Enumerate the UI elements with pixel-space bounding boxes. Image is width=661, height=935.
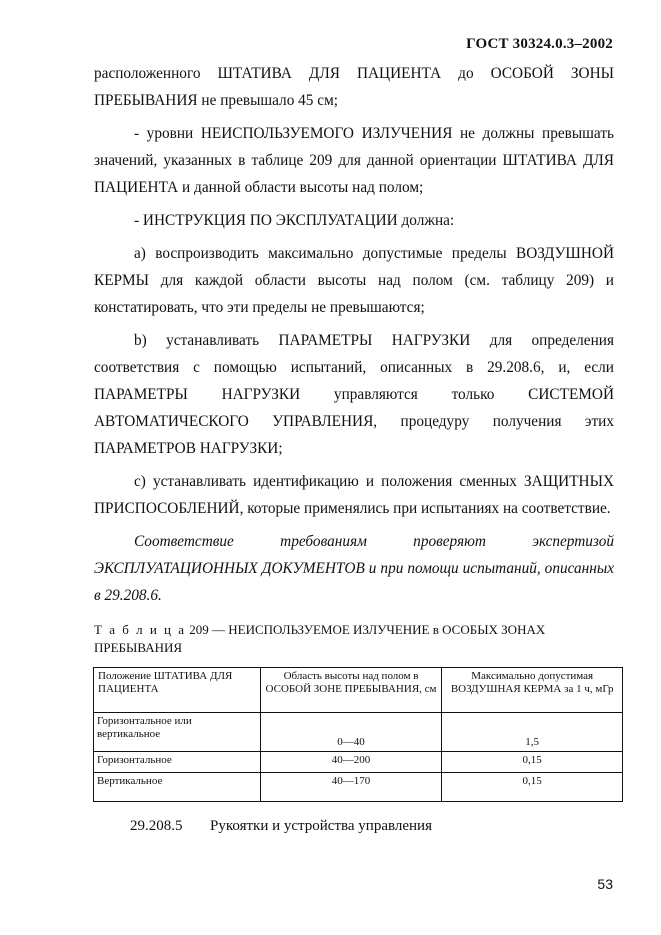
header-stand-position: Положение ШТАТИВА ДЛЯ ПАЦИЕНТА — [94, 668, 261, 713]
paragraph-item-c: с) устанавливать идентификацию и положения сменных ЗАЩИТНЫХ ПРИСПОСОБЛЕНИЙ, которые применялись при испытаниях на соответствие. — [94, 473, 614, 517]
cell-position: Горизонтальное — [94, 752, 261, 773]
table-row — [94, 713, 623, 752]
cell-position: Горизонтальное или вертикальное — [94, 713, 261, 752]
cell-kerma: 1,5 — [442, 713, 623, 752]
main-text — [94, 60, 614, 615]
cell-height: 40—170 — [260, 773, 442, 802]
page-number: 53 — [597, 876, 613, 892]
radiation-table — [93, 667, 623, 802]
subsection-number: 29.208.5 — [130, 818, 183, 834]
subsection-heading — [130, 818, 432, 835]
paragraph-item-b: b) устанавливать ПАРАМЕТРЫ НАГРУЗКИ для определения соответствия с помощью испытаний, описанных в 29.208.6, и, если ПАРАМЕТРЫ НАГРУЗКИ управляются только СИСТЕМОЙ АВТОМАТИЧЕСКОГО УПРАВЛЕНИЯ, процедуру получения этих ПАРАМЕТРОВ НАГРУЗКИ; — [94, 332, 614, 457]
subsection-title: Рукоятки и устройства управления — [210, 818, 432, 834]
cell-kerma: 0,15 — [442, 752, 623, 773]
document-header: ГОСТ 30324.0.3–2002 — [466, 36, 613, 52]
cell-height: 0—40 — [260, 713, 442, 752]
table-row — [94, 773, 623, 802]
header-height-range: Область высоты над полом в ОСОБОЙ ЗОНЕ ПРЕБЫВАНИЯ, см — [260, 668, 442, 713]
paragraph-radiation-levels: - уровни НЕИСПОЛЬЗУЕМОГО ИЗЛУЧЕНИЯ не должны превышать значений, указанных в таблице 209 для данной ориентации ШТАТИВА ДЛЯ ПАЦИЕНТА и данной области высоты над полом; — [94, 125, 614, 196]
paragraph-item-a: а) воспроизводить максимально допустимые пределы ВОЗДУШНОЙ КЕРМЫ для каждой области высоты над полом (см. таблицу 209) и констатировать, что эти пределы не превышаются; — [94, 245, 614, 316]
table-caption-label: Т а б л и ц а — [94, 622, 186, 637]
header-max-kerma: Максимально допустимая ВОЗДУШНАЯ КЕРМА за 1 ч, мГр — [442, 668, 623, 713]
table-caption-text: 209 — НЕИСПОЛЬЗУЕМОЕ ИЗЛУЧЕНИЕ в ОСОБЫХ ЗОНАХ ПРЕБЫВАНИЯ — [94, 622, 546, 655]
table-header-row — [94, 668, 623, 713]
paragraph-instructions: - ИНСТРУКЦИЯ ПО ЭКСПЛУАТАЦИИ должна: — [134, 212, 455, 229]
table-row — [94, 752, 623, 773]
table-caption — [94, 621, 564, 657]
cell-kerma: 0,15 — [442, 773, 623, 802]
cell-height: 40—200 — [260, 752, 442, 773]
paragraph-placement: расположенного ШТАТИВА ДЛЯ ПАЦИЕНТА до ОСОБОЙ ЗОНЫ ПРЕБЫВАНИЯ не превышало 45 см; — [94, 65, 614, 109]
cell-position: Вертикальное — [94, 773, 261, 802]
paragraph-compliance: Соответствие требованиям проверяют экспертизой ЭКСПЛУАТАЦИОННЫХ ДОКУМЕНТОВ и при помощи испытаний, описанных в 29.208.6. — [94, 533, 614, 604]
